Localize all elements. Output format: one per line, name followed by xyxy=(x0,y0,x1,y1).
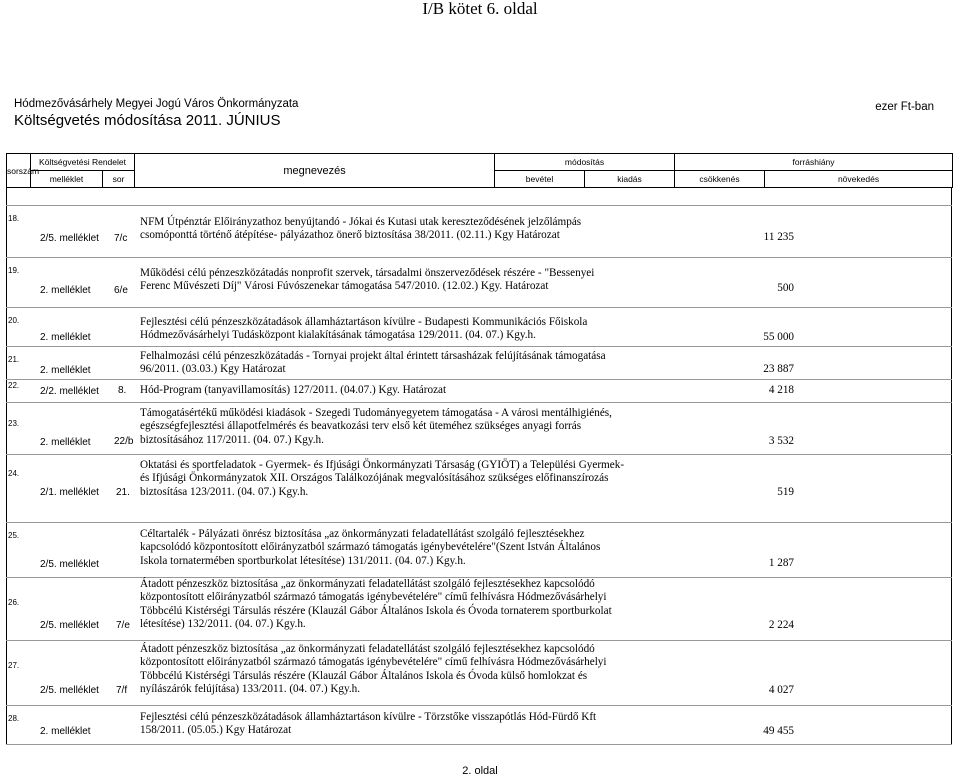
row-number: 22. xyxy=(8,381,20,390)
row-sor: 7/e xyxy=(116,620,130,631)
table-row xyxy=(6,346,952,377)
row-amount: 55 000 xyxy=(763,331,794,343)
row-sor: 7/f xyxy=(116,685,128,696)
row-number: 25. xyxy=(8,531,20,540)
row-number: 18. xyxy=(8,214,20,223)
row-number: 26. xyxy=(8,598,20,607)
col-sor: sor xyxy=(103,171,135,188)
row-sor: 6/e xyxy=(114,285,128,296)
row-sor: 21. xyxy=(116,487,130,498)
col-bevetel: bevétel xyxy=(495,171,585,188)
row-sor: 22/b xyxy=(114,436,134,447)
organization-name: Hódmezővásárhely Megyei Jogú Város Önkormányzata xyxy=(14,98,299,110)
row-description: Átadott pénzeszköz biztosítása „az önkormányzati feladatellátást szolgáló fejlesztésekhez kapcsolódó központosított előirányzatból származó támogatás igénybevételére" című felhívásra Hódmezővásárhelyi Többcélú Kistérségi Társulás részére (Klauzál Gábor Általános Iskola és Óvoda külső homlokzat és nyílászárók felújítása) 133/2011. (04. 07.) Kgy.h. xyxy=(140,643,607,696)
table-header xyxy=(6,153,953,188)
row-amount: 500 xyxy=(777,282,794,294)
row-melleklet: 2. melléklet xyxy=(40,285,91,296)
col-melleklet: melléklet xyxy=(31,171,103,188)
table-row xyxy=(6,205,952,252)
page-footer: 2. oldal xyxy=(462,765,498,777)
row-description: Céltartalék - Pályázati önrész biztosítása „az önkormányzati feladatellátást szolgáló fejlesztésekhez kapcsolódó központosított előirányzatból származó támogatás igénybevételére"(Szent István Általános Iskola tornatermében sportburkolat létesítése) 131/2011. (04. 07.) Kgy.h. xyxy=(140,528,601,567)
row-description: Támogatásértékű működési kiadások - Szegedi Tudományegyetem támogatása - A városi mentálhigiénés, egészségfejlesztési állapotfelmérés és beavatkozási terv első két üteméhez szükséges anyagi forrás biztosításához 117/2011. (04. 07.) Kgy.h. xyxy=(140,407,612,446)
row-amount: 2 224 xyxy=(768,619,794,631)
row-melleklet: 2/2. melléklet xyxy=(40,386,99,397)
col-csokkenes: csökkenés xyxy=(675,171,765,188)
row-amount: 11 235 xyxy=(763,231,794,243)
row-melleklet: 2. melléklet xyxy=(40,365,91,376)
row-description: Oktatási és sportfeladatok - Gyermek- és Ifjúsági Önkormányzati Társaság (GYIÖT) a Települési Gyermek- és Ifjúsági Önkormányzatok XII. Országos Találkozójának megvalósításához szükséges előfinanszírozás biztosítása 123/2011. (04. 07.) Kgy.h. xyxy=(140,459,625,498)
row-melleklet: 2. melléklet xyxy=(40,332,91,343)
row-number: 21. xyxy=(8,355,20,364)
table-row xyxy=(6,402,952,453)
row-number: 20. xyxy=(8,316,20,325)
row-melleklet: 2/5. melléklet xyxy=(40,559,99,570)
row-amount: 4 218 xyxy=(768,384,794,396)
row-description: NFM Útpénztár Előirányzathoz benyújtandó - Jókai és Kutasi utak kereszteződésének jelzőlámpás csomóponttá történő átépítése- pályázathoz önerő biztosítása 38/2011. (02.11.) Kgy Határozat xyxy=(140,216,582,242)
col-forrashiany: forráshiány xyxy=(675,154,953,171)
row-description: Felhalmozási célú pénzeszközátadás - Tornyai projekt által érintett társasházak felújításának támogatása 96/2011. (03.03.) Kgy Határozat xyxy=(140,350,606,376)
row-amount: 49 455 xyxy=(763,725,794,737)
row-amount: 519 xyxy=(777,486,794,498)
row-number: 24. xyxy=(8,469,20,478)
row-melleklet: 2. melléklet xyxy=(40,437,91,448)
row-sor: 7/c xyxy=(114,233,128,244)
col-rendelet: Költségvetési Rendelet xyxy=(31,154,135,171)
row-description: Átadott pénzeszköz biztosítása „az önkormányzati feladatellátást szolgáló fejlesztésekhez kapcsolódó központosított előirányzatból származó támogatás igénybevételére" című felhívásra Hódmezővásárhelyi Többcélú Kistérségi Társulás részére (Klauzál Gábor Általános Iskola és Óvoda tornaterem sportburkolat létesítése) 132/2011. (04. 07.) Kgy.h. xyxy=(140,578,612,631)
table-row xyxy=(6,640,952,703)
page-header: I/B kötet 6. oldal xyxy=(422,0,538,18)
table-row xyxy=(6,577,952,638)
row-melleklet: 2. melléklet xyxy=(40,726,91,737)
row-melleklet: 2/5. melléklet xyxy=(40,685,99,696)
row-melleklet: 2/1. melléklet xyxy=(40,487,99,498)
table-row xyxy=(6,705,952,745)
row-number: 27. xyxy=(8,661,20,670)
table-row xyxy=(6,307,952,346)
row-amount: 3 532 xyxy=(768,435,794,447)
row-description: Hód-Program (tanyavillamosítás) 127/2011. (04.07.) Kgy. Határozat xyxy=(140,384,447,396)
col-kiadas: kiadás xyxy=(585,171,675,188)
row-sor: 8. xyxy=(118,385,127,396)
col-megnevezes: megnevezés xyxy=(135,154,495,188)
row-description: Fejlesztési célú pénzeszközátadások államháztartáson kívülre - Budapesti Kommunikációs Főiskola Hódmezővásárhelyi Tudásközpont kialakításának támogatása 129/2011. (04. 07.) Kgy.h. xyxy=(140,316,588,342)
col-modositas: módosítás xyxy=(495,154,675,171)
document-title: Költségvetés módosítása 2011. JÚNIUS xyxy=(14,112,281,129)
row-number: 28. xyxy=(8,714,20,723)
row-description: Fejlesztési célú pénzeszközátadások államháztartáson kívülre - Törzstőke visszapótlás Hód-Fürdő Kft 158/2011. (05.05.) Kgy Határozat xyxy=(140,711,597,737)
col-sorszam: sorszám xyxy=(7,154,31,188)
row-number: 23. xyxy=(8,419,20,428)
row-melleklet: 2/5. melléklet xyxy=(40,620,99,631)
col-novekedes: növekedés xyxy=(765,171,953,188)
table-row xyxy=(6,522,952,573)
row-description: Működési célú pénzeszközátadás nonprofit szervek, társadalmi önszerveződések részére - "Bessenyei Ferenc Művészeti Díj" Városi Fúvószenekar támogatása 547/2010. (12.02.) Kgy. Határozat xyxy=(140,267,595,293)
table-row xyxy=(6,379,952,400)
row-amount: 1 287 xyxy=(768,557,794,569)
table-row xyxy=(6,257,952,302)
row-amount: 4 027 xyxy=(768,684,794,696)
unit-label: ezer Ft-ban xyxy=(875,101,934,113)
table-row xyxy=(6,454,952,519)
row-amount: 23 887 xyxy=(763,363,794,375)
row-melleklet: 2/5. melléklet xyxy=(40,233,99,244)
row-number: 19. xyxy=(8,266,20,275)
